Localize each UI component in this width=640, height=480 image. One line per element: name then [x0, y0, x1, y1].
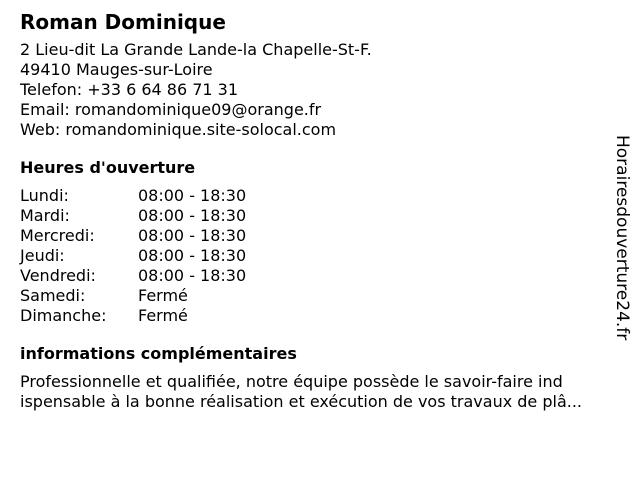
hours-row-sunday [20, 306, 620, 326]
hours-time: 08:00 - 18:30 [138, 246, 247, 265]
info-heading: informations complémentaires [20, 344, 297, 363]
hours-row-tuesday [20, 206, 620, 226]
hours-row-wednesday [20, 226, 620, 246]
hours-time: Fermé [138, 286, 188, 305]
hours-row-monday [20, 186, 620, 206]
description-line-1: Professionnelle et qualifiée, notre équipe possède le savoir-faire ind [20, 372, 563, 391]
hours-heading: Heures d'ouverture [20, 158, 196, 177]
business-info [20, 10, 620, 412]
email: Email: romandominique09@orange.fr [20, 100, 322, 119]
hours-time: 08:00 - 18:30 [138, 266, 247, 285]
hours-row-thursday [20, 246, 620, 266]
hours-day: Mardi: [20, 206, 70, 225]
hours-time: 08:00 - 18:30 [138, 206, 247, 225]
hours-list [20, 186, 620, 326]
hours-day: Jeudi: [20, 246, 65, 265]
watermark [610, 135, 634, 347]
hours-day: Vendredi: [20, 266, 96, 285]
hours-row-saturday [20, 286, 620, 306]
hours-day: Samedi: [20, 286, 86, 305]
hours-row-friday [20, 266, 620, 286]
watermark-text: Horairesdouverture24.fr [612, 135, 632, 341]
hours-time: Fermé [138, 306, 188, 325]
phone: Telefon: +33 6 64 86 71 31 [20, 80, 239, 99]
hours-day: Lundi: [20, 186, 69, 205]
address-line-2: 49410 Mauges-sur-Loire [20, 60, 213, 79]
business-name: Roman Dominique [20, 10, 226, 34]
hours-time: 08:00 - 18:30 [138, 186, 247, 205]
address-line-1: 2 Lieu-dit La Grande Lande-la Chapelle-St-F. [20, 40, 372, 59]
hours-time: 08:00 - 18:30 [138, 226, 247, 245]
description-line-2: ispensable à la bonne réalisation et exécution de vos travaux de plâ... [20, 392, 583, 411]
hours-day: Dimanche: [20, 306, 107, 325]
website: Web: romandominique.site-solocal.com [20, 120, 337, 139]
hours-day: Mercredi: [20, 226, 95, 245]
